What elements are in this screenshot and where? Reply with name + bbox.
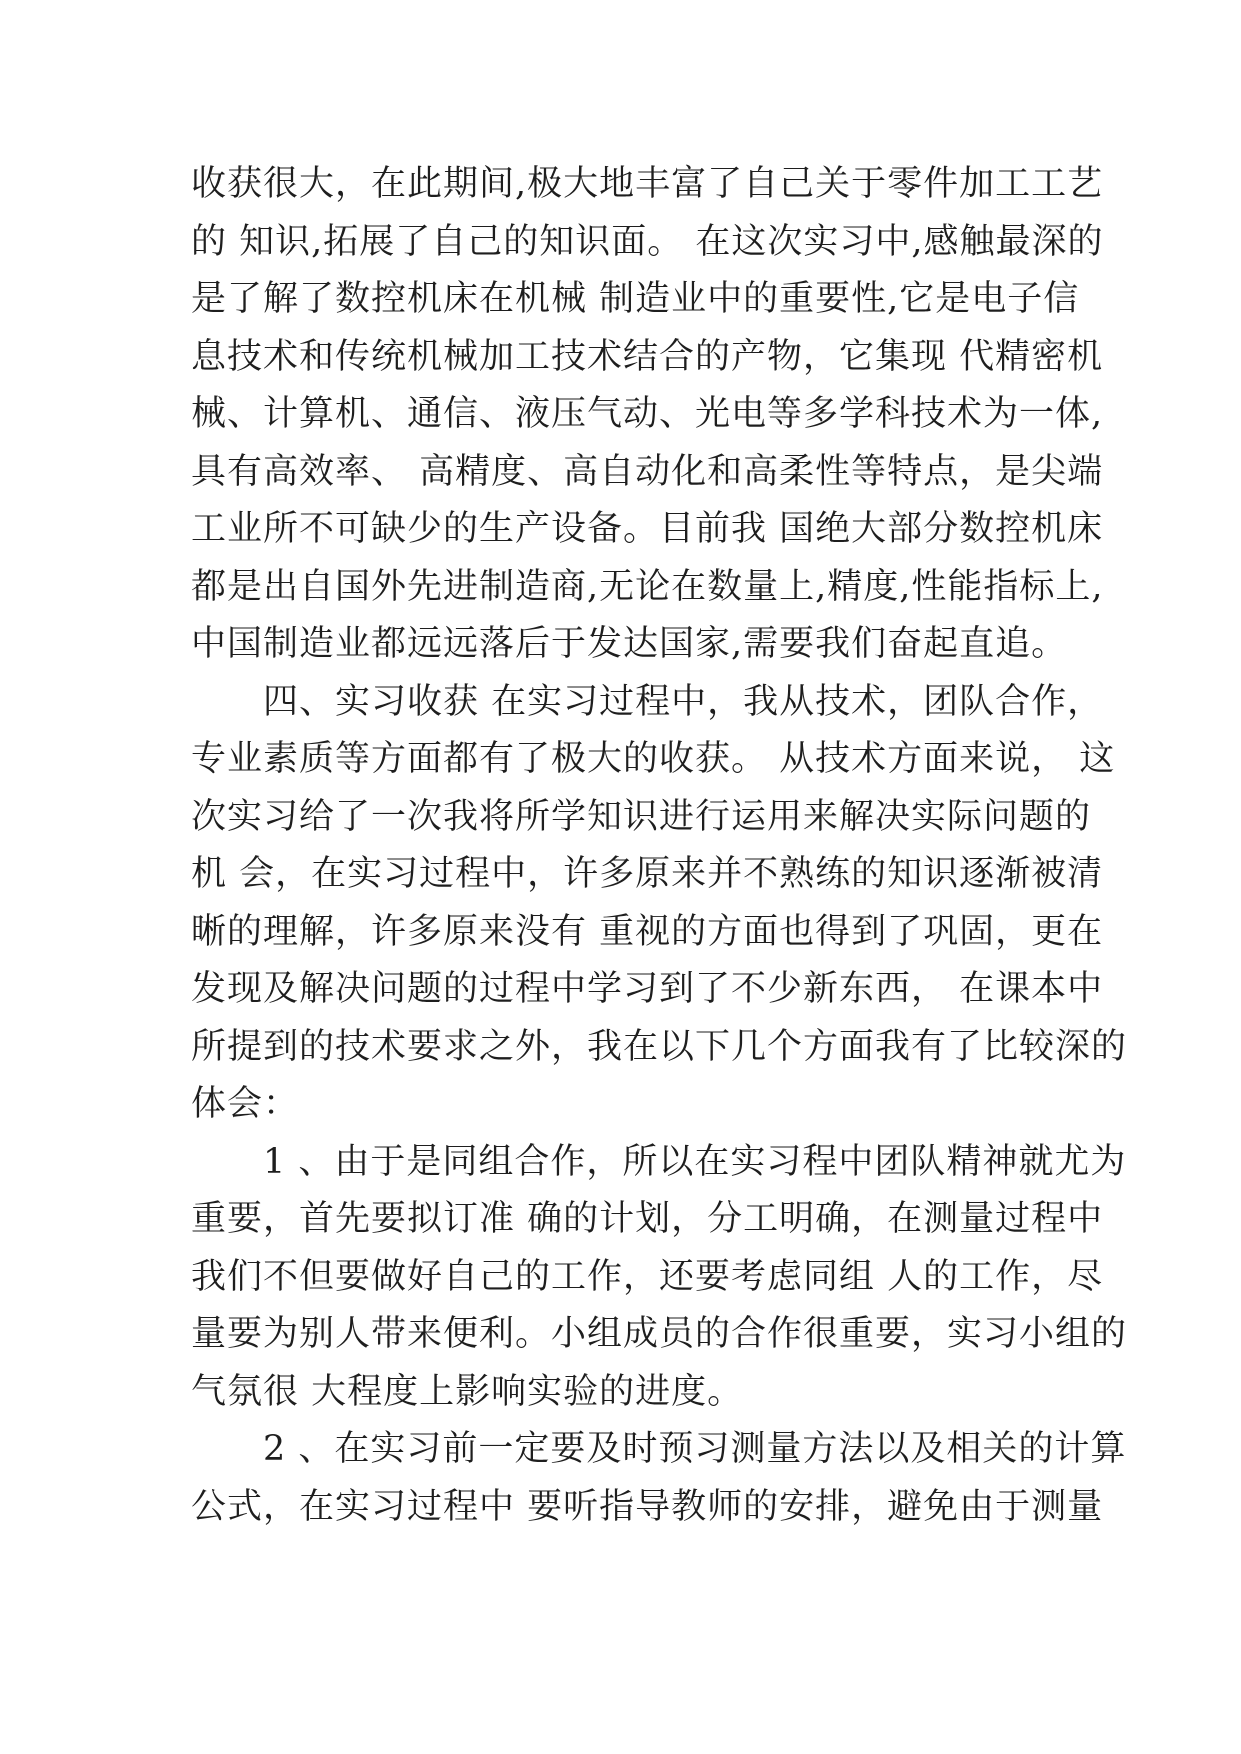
text-line: 体会： — [191, 1084, 300, 1124]
text-line: 量要为别人带来便利。小组成员的合作很重要，实习小组的 — [191, 1314, 1128, 1354]
text-line: 都是出自国外先进制造商,无论在数量上,精度,性能指标上, — [191, 566, 1104, 607]
text-line: 晰的理解，许多原来没有 重视的方面也得到了巩固，更在 — [191, 911, 1104, 952]
text-line: 息技术和传统机械加工技术结合的产物，它集现 代精密机 — [191, 336, 1104, 377]
text-line: 发现及解决问题的过程中学习到了不少新东西， 在课本中 — [191, 969, 1104, 1009]
text-line: 四、实习收获 在实习过程中，我从技术，团队合作， — [263, 681, 1104, 722]
text-line: 是了解了数控机床在机械 制造业中的重要性,它是电子信 — [191, 279, 1080, 319]
text-line: 公式，在实习过程中 要听指导教师的安排，避免由于测量 — [191, 1486, 1104, 1527]
text-line: 收获很大，在此期间,极大地丰富了自己关于零件加工工艺 — [191, 164, 1104, 204]
text-line: 所提到的技术要求之外，我在以下几个方面我有了比较深的 — [191, 1026, 1128, 1067]
text-line: 1 、由于是同组合作，所以在实习程中团队精神就尤为 — [263, 1141, 1127, 1182]
text-line: 我们不但要做好自己的工作，还要考虑同组 人的工作，尽 — [191, 1256, 1104, 1297]
text-line: 2 、在实习前一定要及时预习测量方法以及相关的计算 — [263, 1429, 1127, 1469]
text-line: 的 知识,拓展了自己的知识面。 在这次实习中,感触最深的 — [191, 221, 1104, 262]
text-line: 重要，首先要拟订准 确的计划，分工明确，在测量过程中 — [191, 1199, 1104, 1239]
text-line: 具有高效率、 高精度、高自动化和高柔性等特点，是尖端 — [191, 451, 1104, 492]
text-line: 气氛很 大程度上影响实验的进度。 — [191, 1371, 744, 1412]
text-line: 工业所不可缺少的生产设备。目前我 国绝大部分数控机床 — [191, 509, 1104, 549]
text-line: 专业素质等方面都有了极大的收获。 从技术方面来说， 这 — [191, 739, 1116, 779]
text-line: 次实习给了一次我将所学知识进行运用来解决实际问题的 — [191, 796, 1092, 837]
text-line: 械、计算机、通信、液压气动、光电等多学科技术为一体, — [191, 394, 1104, 434]
text-line: 机 会，在实习过程中，许多原来并不熟练的知识逐渐被清 — [191, 854, 1104, 894]
text-line: 中国制造业都远远落后于发达国家,需要我们奋起直追。 — [191, 624, 1068, 664]
document-body — [191, 156, 1128, 1536]
